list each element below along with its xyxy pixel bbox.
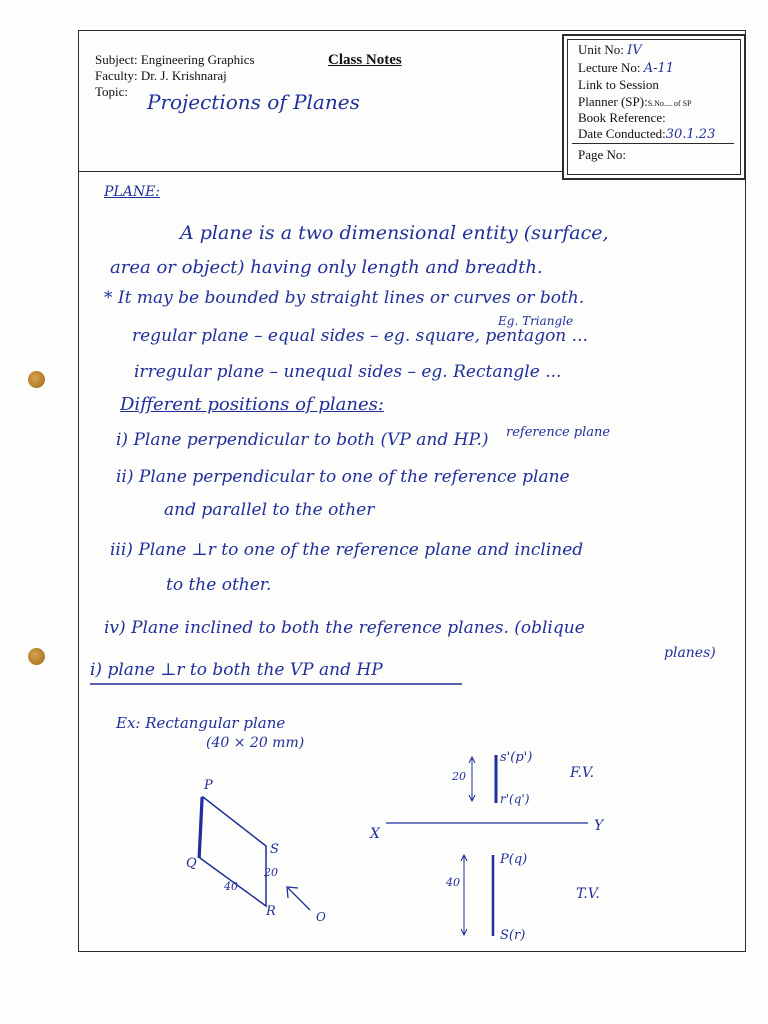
position-1-note: reference plane: [506, 425, 611, 440]
point-r-label: R: [266, 904, 276, 919]
page-title: Class Notes: [328, 52, 402, 68]
lecture-label: Lecture No:: [578, 60, 641, 75]
view-o-label: O: [316, 910, 326, 924]
position-1: i) Plane perpendicular to both (VP and HP.): [116, 430, 489, 450]
date-label: Date Conducted:: [578, 126, 666, 141]
dim-40-label: 40: [224, 880, 238, 893]
fv-bottom-label: r'(q'): [500, 792, 530, 806]
unit-label: Unit No:: [578, 42, 624, 57]
tv-dim-label: 40: [446, 876, 460, 889]
unit-value: IV: [627, 43, 642, 58]
tv-bottom-label: S(r): [500, 928, 526, 943]
dim-20-label: 20: [264, 866, 278, 879]
note-line-4: regular plane – equal sides – eg. square, pentagon ...: [132, 326, 588, 346]
view-arrow-line: [288, 888, 310, 910]
position-3a: iii) Plane ⊥r to one of the reference plane and inclined: [110, 540, 584, 560]
point-s-label: S: [270, 842, 279, 857]
x-label: X: [370, 826, 380, 842]
fv-label: F.V.: [570, 765, 595, 781]
example-size: (40 × 20 mm): [206, 735, 305, 751]
example-label: Ex: Rectangular plane: [116, 714, 286, 732]
plane-heading: PLANE:: [104, 184, 161, 200]
note-line-3b: Eg. Triangle: [498, 314, 574, 328]
note-line-3: * It may be bounded by straight lines or curves or both.: [104, 288, 585, 308]
position-4b: planes): [664, 645, 716, 661]
page-row: Page No:: [578, 147, 627, 162]
point-q-label: Q: [186, 856, 197, 871]
topic-value: Projections of Planes: [147, 90, 360, 114]
planner-suffix: S.No.... of SP: [647, 99, 692, 108]
book-row: Book Reference:: [578, 110, 666, 125]
date-value: 30.1.23: [665, 127, 716, 142]
lecture-value: A-11: [643, 61, 675, 76]
position-4: iv) Plane inclined to both the reference planes. (oblique: [104, 618, 585, 638]
tv-top-label: P(q): [500, 852, 528, 867]
subject-line: Subject: Engineering Graphics: [95, 52, 255, 67]
planner-label: Planner (SP):: [578, 94, 648, 109]
position-3b: to the other.: [166, 575, 272, 595]
rectangle-edge-thick: [199, 797, 202, 858]
point-p-label: P: [204, 778, 213, 793]
topic-label: Topic:: [95, 84, 129, 99]
note-line-1: A plane is a two dimensional entity (surface,: [180, 222, 609, 244]
positions-heading: Different positions of planes:: [120, 394, 384, 415]
case-heading: i) plane ⊥r to both the VP and HP: [90, 660, 383, 680]
note-line-5: irregular plane – unequal sides – eg. Rectangle ...: [134, 362, 562, 382]
position-2b: and parallel to the other: [164, 500, 375, 520]
fv-top-label: s'(p'): [500, 750, 533, 765]
position-2a: ii) Plane perpendicular to one of the reference plane: [116, 467, 570, 487]
link-row: Link to Session: [578, 77, 659, 92]
fv-dim-label: 20: [452, 770, 466, 783]
tv-label: T.V.: [576, 886, 600, 902]
note-line-2: area or object) having only length and breadth.: [110, 257, 543, 278]
y-label: Y: [594, 818, 604, 834]
faculty-line: Faculty: Dr. J. Krishnaraj: [95, 68, 227, 83]
